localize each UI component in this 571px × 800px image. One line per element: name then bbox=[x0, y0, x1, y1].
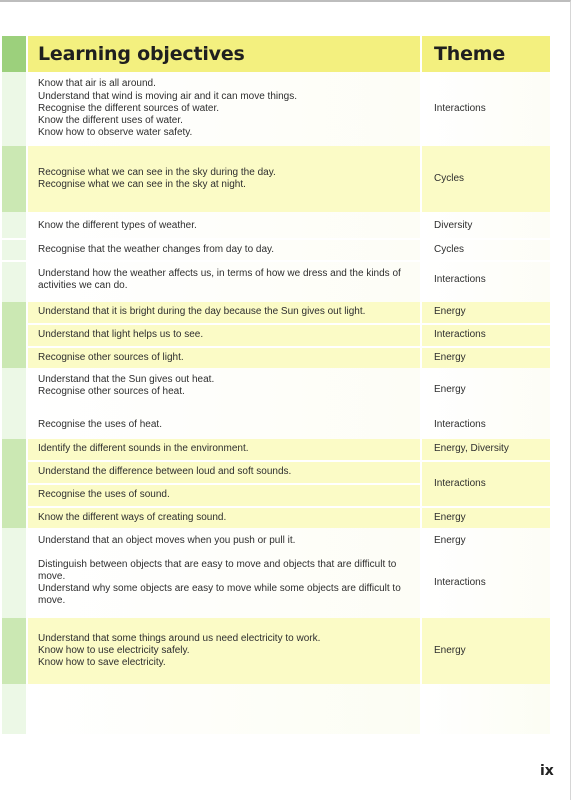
table-row bbox=[2, 618, 550, 684]
theme-cell bbox=[422, 554, 550, 612]
objective-text: Recognise what we can see in the sky at night. bbox=[38, 179, 246, 190]
objective-text: Recognise other sources of heat. bbox=[38, 386, 185, 398]
table-row bbox=[2, 412, 550, 439]
objective-text: Know how to save electricity. bbox=[38, 657, 166, 669]
row-tab bbox=[2, 36, 26, 72]
theme-text: Interactions bbox=[434, 477, 486, 489]
table-row bbox=[2, 325, 550, 346]
table-row bbox=[2, 240, 550, 260]
theme-text: Cycles bbox=[434, 172, 465, 184]
objectives-cell bbox=[28, 368, 420, 412]
objective-text: Know the different types of weather. bbox=[38, 219, 197, 231]
page-number: ix bbox=[540, 763, 554, 779]
objective-text: Recognise what we can see in the sky during the day. bbox=[38, 166, 276, 178]
theme-cell bbox=[422, 528, 550, 554]
objective-text: Understand that light helps us to see. bbox=[38, 329, 204, 341]
objectives-cell bbox=[28, 462, 420, 483]
theme-cell bbox=[422, 462, 550, 506]
theme-text: Interactions bbox=[434, 329, 486, 341]
theme-cell bbox=[422, 618, 550, 684]
theme-text: Cycles bbox=[434, 243, 465, 255]
objectives-cell bbox=[28, 528, 420, 554]
table-row bbox=[2, 302, 550, 323]
objective-text: Know the different uses of water. bbox=[38, 115, 183, 127]
objective-text: Understand that the Sun gives out heat. bbox=[38, 374, 215, 385]
table-row bbox=[2, 262, 550, 298]
theme-cell bbox=[422, 262, 550, 298]
objectives-column-title: Learning objectives bbox=[38, 43, 245, 65]
theme-text: Energy, Diversity bbox=[434, 443, 509, 455]
learning-objectives-table bbox=[2, 36, 550, 734]
objective-text: Understand that some things around us need electricity to work. bbox=[38, 632, 321, 644]
theme-text: Interactions bbox=[434, 273, 486, 285]
objectives-cell bbox=[28, 348, 420, 368]
theme-text: Energy bbox=[434, 644, 466, 656]
table-row bbox=[2, 528, 550, 554]
table-row bbox=[2, 72, 550, 146]
objective-text: move. bbox=[38, 595, 66, 607]
theme-text: Interactions bbox=[434, 419, 486, 431]
objectives-cell bbox=[28, 485, 420, 506]
theme-text: Energy bbox=[434, 306, 466, 318]
objective-text: Understand that an object moves when you push or pull it. bbox=[38, 534, 296, 546]
theme-cell bbox=[422, 412, 550, 439]
theme-text: Energy bbox=[434, 351, 466, 363]
table-row-group bbox=[2, 462, 550, 506]
table-row bbox=[2, 348, 550, 368]
theme-cell bbox=[422, 214, 550, 238]
objective-text: Understand that it is bright during the day because the Sun gives out light. bbox=[38, 306, 366, 318]
theme-cell bbox=[422, 146, 550, 212]
objective-text: Understand the difference between loud and soft sounds. bbox=[38, 466, 292, 478]
table-row bbox=[2, 368, 550, 412]
theme-header-cell bbox=[422, 36, 550, 72]
empty-row bbox=[2, 684, 550, 734]
objectives-cell bbox=[28, 262, 420, 298]
objective-text: Understand that wind is moving air and it can move things. bbox=[38, 90, 298, 102]
theme-cell bbox=[422, 348, 550, 368]
objectives-cell bbox=[28, 618, 420, 684]
theme-cell bbox=[422, 368, 550, 412]
objective-text: move. bbox=[38, 570, 66, 582]
objective-text: Know how to use electricity safely. bbox=[38, 644, 190, 656]
table-header bbox=[2, 36, 550, 72]
objective-text: activities we can do. bbox=[38, 280, 128, 291]
objective-text: Recognise the uses of heat. bbox=[38, 419, 162, 431]
objective-text: Recognise the uses of sound. bbox=[38, 489, 170, 501]
objective-text: Understand how the weather affects us, in terms of how we dress and the kinds of bbox=[38, 267, 401, 279]
theme-cell bbox=[422, 439, 550, 460]
theme-cell bbox=[422, 240, 550, 260]
objective-text: Know the different ways of creating sound. bbox=[38, 511, 227, 523]
table-row bbox=[2, 508, 550, 528]
theme-text: Energy bbox=[434, 511, 466, 523]
objectives-cell bbox=[28, 72, 420, 146]
objective-text: Recognise the different sources of water. bbox=[38, 102, 220, 114]
theme-text: Interactions bbox=[434, 102, 486, 114]
objectives-cell bbox=[28, 146, 420, 212]
theme-cell bbox=[422, 325, 550, 346]
objectives-cell bbox=[28, 302, 420, 323]
objectives-cell bbox=[28, 240, 420, 260]
objectives-cell bbox=[28, 439, 420, 460]
theme-text: Diversity bbox=[434, 219, 473, 231]
objective-text: Understand why some objects are easy to move while some objects are difficult to bbox=[38, 583, 401, 594]
objective-text: Identify the different sounds in the environment. bbox=[38, 443, 249, 455]
objectives-cell bbox=[28, 412, 420, 439]
objectives-cell bbox=[28, 508, 420, 528]
objective-text: Recognise other sources of light. bbox=[38, 351, 184, 363]
theme-cell bbox=[422, 302, 550, 323]
theme-column-title: Theme bbox=[434, 43, 506, 65]
objective-text: Distinguish between objects that are easy to move and objects that are difficult to bbox=[38, 558, 397, 570]
theme-cell bbox=[422, 508, 550, 528]
objectives-cell bbox=[28, 554, 420, 612]
objectives-cell bbox=[28, 325, 420, 346]
objective-text: Know how to observe water safety. bbox=[38, 127, 193, 139]
objectives-header-cell bbox=[28, 36, 420, 72]
theme-text: Interactions bbox=[434, 576, 486, 588]
theme-cell bbox=[422, 72, 550, 146]
objectives-cell bbox=[28, 214, 420, 238]
objective-text: Know that air is all around. bbox=[38, 78, 156, 90]
table-row bbox=[2, 554, 550, 612]
table-row bbox=[2, 214, 550, 238]
theme-text: Energy bbox=[434, 383, 466, 395]
table-row bbox=[2, 146, 550, 212]
table-row bbox=[2, 439, 550, 460]
objective-text: Recognise that the weather changes from day to day. bbox=[38, 243, 275, 255]
theme-text: Energy bbox=[434, 534, 466, 546]
